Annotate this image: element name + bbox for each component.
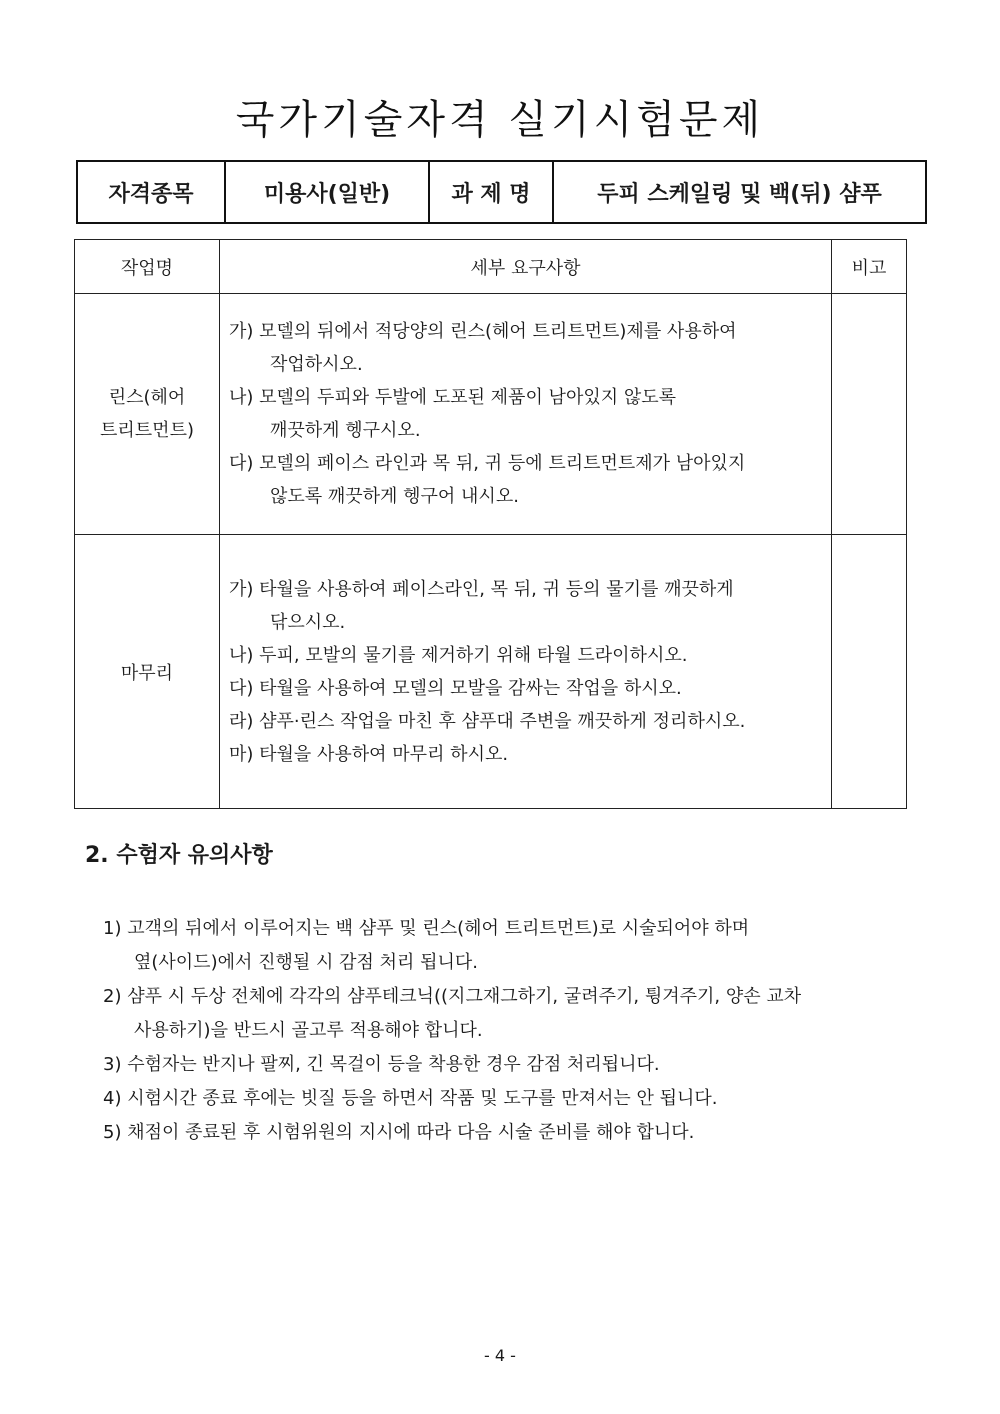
col-header-note: 비고 [832, 240, 907, 294]
table-row [75, 535, 907, 809]
note-line: 1) 고객의 뒤에서 이루어지는 백 샴푸 및 린스(헤어 트리트먼트)로 시술되어야 하며 [103, 918, 750, 939]
candidate-notes [103, 912, 933, 1150]
task-value: 두피 스케일링 및 백(뒤) 샴푸 [553, 161, 926, 223]
requirements-cell [220, 294, 832, 535]
requirement-line: 다) 타월을 사용하여 모델의 모발을 감싸는 작업을 하시오. [229, 677, 682, 699]
note-line: 사용하기)을 반드시 골고루 적용해야 합니다. [134, 1020, 483, 1041]
page-number: - 4 - [484, 1346, 516, 1365]
note-line: 3) 수험자는 반지나 팔찌, 긴 목걸이 등을 착용한 경우 감점 처리됩니다. [103, 1054, 660, 1075]
task-name-line: 린스(헤어 [108, 387, 186, 408]
note-line: 4) 시험시간 종료 후에는 빗질 등을 하면서 작품 및 도구를 만져서는 안 됩니다. [103, 1088, 718, 1109]
requirement-line: 가) 모델의 뒤에서 적당양의 린스(헤어 트리트먼트)제를 사용하여 [229, 321, 737, 342]
note-line: 2) 샴푸 시 두상 전체에 각각의 샴푸테크닉((지그재그하기, 굴려주기, 튕겨주기, 양손 교차 [103, 986, 802, 1007]
table-row [75, 294, 907, 535]
task-name-line: 트리트먼트) [100, 420, 194, 441]
requirement-line: 나) 두피, 모발의 물기를 제거하기 위해 타월 드라이하시오. [229, 644, 688, 666]
note-cell [832, 535, 907, 809]
requirement-line: 라) 샴푸·린스 작업을 마친 후 샴푸대 주변을 깨끗하게 정리하시오. [229, 710, 746, 732]
requirement-line: 깨끗하게 헹구시오. [270, 420, 421, 441]
task-name-cell [75, 294, 220, 535]
section-heading: 2. 수험자 유의사항 [85, 843, 273, 868]
note-cell [832, 294, 907, 535]
requirements-cell [220, 535, 832, 809]
col-header-task: 작업명 [75, 240, 220, 294]
task-name-cell: 마무리 [75, 535, 220, 809]
requirements-table [74, 239, 907, 809]
note-line: 5) 채점이 종료된 후 시험위원의 지시에 따라 다음 시술 준비를 해야 합니다. [103, 1122, 695, 1143]
document-title: 국가기술자격 실기시험문제 [235, 97, 765, 143]
category-label: 자격종목 [77, 161, 225, 223]
exam-header-table [76, 160, 927, 224]
requirement-line: 다) 모델의 페이스 라인과 목 뒤, 귀 등에 트리트먼트제가 남아있지 [229, 453, 746, 474]
requirement-line: 가) 타월을 사용하여 페이스라인, 목 뒤, 귀 등의 물기를 깨끗하게 [229, 578, 734, 600]
requirement-line: 나) 모델의 두피와 두발에 도포된 제품이 남아있지 않도록 [229, 387, 676, 408]
requirement-line: 않도록 깨끗하게 헹구어 내시오. [270, 486, 519, 507]
task-label: 과 제 명 [429, 161, 553, 223]
requirement-line: 마) 타월을 사용하여 마무리 하시오. [229, 743, 509, 765]
category-value: 미용사(일반) [225, 161, 429, 223]
col-header-details: 세부 요구사항 [220, 240, 832, 294]
requirement-line: 작업하시오. [270, 354, 363, 375]
requirement-line: 닦으시오. [270, 611, 346, 633]
note-line: 옆(사이드)에서 진행될 시 감점 처리 됩니다. [134, 952, 478, 973]
